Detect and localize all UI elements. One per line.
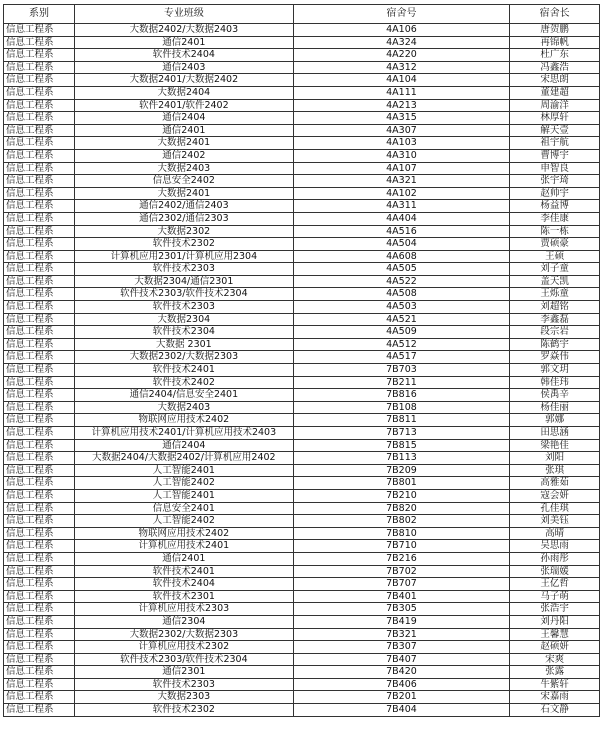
table-row (4, 427, 600, 440)
class-cell: 通信2404 (74, 112, 293, 125)
leader-cell: 侯禹辛 (510, 389, 600, 402)
department-cell: 信息工程系 (4, 288, 75, 301)
class-cell: 软件技术2302 (74, 704, 293, 717)
table-row (4, 36, 600, 49)
class-cell: 信息安全2401 (74, 502, 293, 515)
table-row (4, 112, 600, 125)
room-cell: 7B703 (293, 364, 509, 377)
room-cell: 4A512 (293, 338, 509, 351)
department-cell: 信息工程系 (4, 615, 75, 628)
leader-cell: 张露 (510, 666, 600, 679)
department-cell: 信息工程系 (4, 175, 75, 188)
class-cell: 软件技术2404 (74, 49, 293, 62)
table-row (4, 162, 600, 175)
leader-cell: 林厚轩 (510, 112, 600, 125)
class-cell: 大数据2304 (74, 313, 293, 326)
class-cell: 大数据2304/通信2301 (74, 275, 293, 288)
class-cell: 软件技术2402 (74, 376, 293, 389)
leader-cell: 冯鑫浩 (510, 61, 600, 74)
room-cell: 4A608 (293, 250, 509, 263)
department-cell: 信息工程系 (4, 250, 75, 263)
leader-cell: 马子萌 (510, 590, 600, 603)
department-cell: 信息工程系 (4, 439, 75, 452)
room-cell: 7B810 (293, 527, 509, 540)
department-cell: 信息工程系 (4, 628, 75, 641)
class-cell: 软件2401/软件2402 (74, 99, 293, 112)
department-cell: 信息工程系 (4, 464, 75, 477)
leader-cell: 宋思朗 (510, 74, 600, 87)
department-cell: 信息工程系 (4, 527, 75, 540)
department-cell: 信息工程系 (4, 678, 75, 691)
class-cell: 计算机应用技术2303 (74, 603, 293, 616)
leader-cell: 再锦帆 (510, 36, 600, 49)
class-cell: 软件技术2303 (74, 263, 293, 276)
leader-cell: 申智良 (510, 162, 600, 175)
leader-cell: 王馨慧 (510, 628, 600, 641)
room-cell: 7B210 (293, 489, 509, 502)
room-cell: 7B201 (293, 691, 509, 704)
room-cell: 7B420 (293, 666, 509, 679)
leader-cell: 韩佳玮 (510, 376, 600, 389)
class-cell: 软件技术2301 (74, 590, 293, 603)
table-row (4, 99, 600, 112)
leader-cell: 陈一栋 (510, 225, 600, 238)
room-cell: 4A310 (293, 149, 509, 162)
room-cell: 7B710 (293, 540, 509, 553)
room-cell: 4A517 (293, 351, 509, 364)
table-row (4, 137, 600, 150)
room-cell: 7B713 (293, 427, 509, 440)
table-row (4, 263, 600, 276)
room-cell: 7B801 (293, 477, 509, 490)
leader-cell: 王硕 (510, 250, 600, 263)
class-cell: 通信2401 (74, 36, 293, 49)
room-cell: 4A505 (293, 263, 509, 276)
leader-cell: 祖宇航 (510, 137, 600, 150)
room-cell: 4A111 (293, 86, 509, 99)
leader-cell: 刘美钰 (510, 515, 600, 528)
leader-cell: 宋爽 (510, 653, 600, 666)
leader-cell: 郭娜 (510, 414, 600, 427)
room-cell: 7B707 (293, 578, 509, 591)
room-cell: 4A311 (293, 200, 509, 213)
room-cell: 7B702 (293, 565, 509, 578)
leader-cell: 刘阳 (510, 452, 600, 465)
class-cell: 通信2404 (74, 439, 293, 452)
department-cell: 信息工程系 (4, 61, 75, 74)
header-row (4, 5, 600, 24)
table-row (4, 49, 600, 62)
department-cell: 信息工程系 (4, 515, 75, 528)
leader-cell: 解天壹 (510, 124, 600, 137)
department-cell: 信息工程系 (4, 49, 75, 62)
class-cell: 大数据2401 (74, 187, 293, 200)
department-cell: 信息工程系 (4, 275, 75, 288)
table-row (4, 615, 600, 628)
department-cell: 信息工程系 (4, 452, 75, 465)
department-cell: 信息工程系 (4, 641, 75, 654)
room-cell: 4A504 (293, 238, 509, 251)
leader-cell: 张琪 (510, 464, 600, 477)
leader-cell: 唐贺鹏 (510, 24, 600, 37)
table-row (4, 313, 600, 326)
room-cell: 4A508 (293, 288, 509, 301)
table-row (4, 389, 600, 402)
table-row (4, 238, 600, 251)
leader-cell: 孙雨彤 (510, 552, 600, 565)
room-cell: 7B113 (293, 452, 509, 465)
room-cell: 4A404 (293, 212, 509, 225)
table-row (4, 603, 600, 616)
table-row (4, 351, 600, 364)
class-cell: 大数据 2301 (74, 338, 293, 351)
department-cell: 信息工程系 (4, 691, 75, 704)
room-cell: 7B802 (293, 515, 509, 528)
class-cell: 软件技术2303 (74, 678, 293, 691)
leader-cell: 梁艳佳 (510, 439, 600, 452)
department-cell: 信息工程系 (4, 376, 75, 389)
department-cell: 信息工程系 (4, 502, 75, 515)
class-cell: 大数据2402/大数据2403 (74, 24, 293, 37)
table-row (4, 464, 600, 477)
header-room: 宿舍号 (293, 5, 509, 24)
table-row (4, 124, 600, 137)
table-row (4, 326, 600, 339)
table-row (4, 590, 600, 603)
department-cell: 信息工程系 (4, 489, 75, 502)
leader-cell: 郭文玥 (510, 364, 600, 377)
leader-cell: 段宗岩 (510, 326, 600, 339)
class-cell: 大数据2302 (74, 225, 293, 238)
department-cell: 信息工程系 (4, 552, 75, 565)
department-cell: 信息工程系 (4, 590, 75, 603)
department-cell: 信息工程系 (4, 112, 75, 125)
table-row (4, 691, 600, 704)
table-row (4, 187, 600, 200)
department-cell: 信息工程系 (4, 603, 75, 616)
table-row (4, 175, 600, 188)
leader-cell: 宋嘉雨 (510, 691, 600, 704)
table-row (4, 414, 600, 427)
table-row (4, 288, 600, 301)
department-cell: 信息工程系 (4, 313, 75, 326)
department-cell: 信息工程系 (4, 36, 75, 49)
leader-cell: 吴思雨 (510, 540, 600, 553)
class-cell: 软件技术2401 (74, 364, 293, 377)
table-row (4, 452, 600, 465)
room-cell: 7B216 (293, 552, 509, 565)
table-row (4, 439, 600, 452)
header-department: 系别 (4, 5, 75, 24)
room-cell: 7B305 (293, 603, 509, 616)
room-cell: 4A324 (293, 36, 509, 49)
room-cell: 7B811 (293, 414, 509, 427)
room-cell: 7B401 (293, 590, 509, 603)
class-cell: 物联网应用技术2402 (74, 414, 293, 427)
department-cell: 信息工程系 (4, 389, 75, 402)
leader-cell: 盖天凯 (510, 275, 600, 288)
leader-cell: 董建超 (510, 86, 600, 99)
table-row (4, 628, 600, 641)
table-row (4, 225, 600, 238)
table-row (4, 540, 600, 553)
room-cell: 7B307 (293, 641, 509, 654)
class-cell: 通信2404/信息安全2401 (74, 389, 293, 402)
room-cell: 4A104 (293, 74, 509, 87)
department-cell: 信息工程系 (4, 200, 75, 213)
department-cell: 信息工程系 (4, 86, 75, 99)
class-cell: 通信2401 (74, 552, 293, 565)
department-cell: 信息工程系 (4, 162, 75, 175)
room-cell: 7B321 (293, 628, 509, 641)
class-cell: 大数据2302/大数据2303 (74, 628, 293, 641)
class-cell: 计算机应用技术2302 (74, 641, 293, 654)
table-row (4, 74, 600, 87)
table-row (4, 515, 600, 528)
class-cell: 软件技术2401 (74, 565, 293, 578)
leader-cell: 王烁童 (510, 288, 600, 301)
room-cell: 7B820 (293, 502, 509, 515)
class-cell: 人工智能2401 (74, 464, 293, 477)
class-cell: 大数据2401/大数据2402 (74, 74, 293, 87)
leader-cell: 孔佳琪 (510, 502, 600, 515)
table-row (4, 527, 600, 540)
table-row (4, 666, 600, 679)
room-cell: 7B404 (293, 704, 509, 717)
header-leader: 宿舍长 (510, 5, 600, 24)
department-cell: 信息工程系 (4, 653, 75, 666)
department-cell: 信息工程系 (4, 704, 75, 717)
leader-cell: 赵硕妍 (510, 641, 600, 654)
room-cell: 7B407 (293, 653, 509, 666)
table-row (4, 61, 600, 74)
class-cell: 通信2403 (74, 61, 293, 74)
class-cell: 人工智能2402 (74, 477, 293, 490)
room-cell: 4A103 (293, 137, 509, 150)
leader-cell: 田思涵 (510, 427, 600, 440)
room-cell: 4A315 (293, 112, 509, 125)
leader-cell: 石文静 (510, 704, 600, 717)
class-cell: 软件技术2302 (74, 238, 293, 251)
department-cell: 信息工程系 (4, 225, 75, 238)
table-row (4, 477, 600, 490)
class-cell: 计算机应用技术2401 (74, 540, 293, 553)
room-cell: 7B419 (293, 615, 509, 628)
table-row (4, 552, 600, 565)
department-cell: 信息工程系 (4, 149, 75, 162)
table-row (4, 275, 600, 288)
leader-cell: 周渝洋 (510, 99, 600, 112)
room-cell: 4A213 (293, 99, 509, 112)
class-cell: 软件技术2303/软件技术2304 (74, 288, 293, 301)
room-cell: 4A106 (293, 24, 509, 37)
room-cell: 7B815 (293, 439, 509, 452)
room-cell: 4A102 (293, 187, 509, 200)
table-row (4, 364, 600, 377)
leader-cell: 高晴 (510, 527, 600, 540)
department-cell: 信息工程系 (4, 301, 75, 314)
class-cell: 通信2402 (74, 149, 293, 162)
department-cell: 信息工程系 (4, 74, 75, 87)
leader-cell: 刘子童 (510, 263, 600, 276)
leader-cell: 牛紫轩 (510, 678, 600, 691)
room-cell: 7B209 (293, 464, 509, 477)
table-row (4, 502, 600, 515)
table-row (4, 641, 600, 654)
department-cell: 信息工程系 (4, 187, 75, 200)
table-row (4, 338, 600, 351)
room-cell: 4A509 (293, 326, 509, 339)
department-cell: 信息工程系 (4, 427, 75, 440)
table-row (4, 704, 600, 717)
department-cell: 信息工程系 (4, 540, 75, 553)
class-cell: 大数据2404/大数据2402/计算机应用2402 (74, 452, 293, 465)
department-cell: 信息工程系 (4, 364, 75, 377)
department-cell: 信息工程系 (4, 99, 75, 112)
class-cell: 软件技术2303/软件技术2304 (74, 653, 293, 666)
table-row (4, 24, 600, 37)
class-cell: 大数据2403 (74, 162, 293, 175)
department-cell: 信息工程系 (4, 666, 75, 679)
class-cell: 软件技术2404 (74, 578, 293, 591)
table-row (4, 301, 600, 314)
department-cell: 信息工程系 (4, 263, 75, 276)
room-cell: 4A503 (293, 301, 509, 314)
department-cell: 信息工程系 (4, 414, 75, 427)
class-cell: 通信2301 (74, 666, 293, 679)
room-cell: 7B816 (293, 389, 509, 402)
class-cell: 人工智能2401 (74, 489, 293, 502)
leader-cell: 刘超铭 (510, 301, 600, 314)
room-cell: 4A307 (293, 124, 509, 137)
department-cell: 信息工程系 (4, 401, 75, 414)
class-cell: 大数据2302/大数据2303 (74, 351, 293, 364)
table-body (4, 24, 600, 717)
class-cell: 大数据2401 (74, 137, 293, 150)
table-row (4, 376, 600, 389)
room-cell: 4A516 (293, 225, 509, 238)
room-cell: 4A522 (293, 275, 509, 288)
leader-cell: 曹博宇 (510, 149, 600, 162)
department-cell: 信息工程系 (4, 338, 75, 351)
leader-cell: 陈鹤宇 (510, 338, 600, 351)
department-cell: 信息工程系 (4, 124, 75, 137)
class-cell: 计算机应用2301/计算机应用2304 (74, 250, 293, 263)
department-cell: 信息工程系 (4, 326, 75, 339)
leader-cell: 赵帅宇 (510, 187, 600, 200)
department-cell: 信息工程系 (4, 351, 75, 364)
leader-cell: 杜广东 (510, 49, 600, 62)
table-row (4, 489, 600, 502)
leader-cell: 刘丹阳 (510, 615, 600, 628)
class-cell: 软件技术2303 (74, 301, 293, 314)
table-row (4, 200, 600, 213)
class-cell: 大数据2403 (74, 401, 293, 414)
leader-cell: 李鑫磊 (510, 313, 600, 326)
table-row (4, 86, 600, 99)
class-cell: 通信2302/通信2303 (74, 212, 293, 225)
department-cell: 信息工程系 (4, 578, 75, 591)
leader-cell: 张瑞媛 (510, 565, 600, 578)
department-cell: 信息工程系 (4, 212, 75, 225)
department-cell: 信息工程系 (4, 238, 75, 251)
leader-cell: 杨益博 (510, 200, 600, 213)
room-cell: 4A521 (293, 313, 509, 326)
class-cell: 通信2402/通信2403 (74, 200, 293, 213)
room-cell: 4A312 (293, 61, 509, 74)
room-cell: 7B406 (293, 678, 509, 691)
class-cell: 计算机应用技术2401/计算机应用技术2403 (74, 427, 293, 440)
class-cell: 大数据2404 (74, 86, 293, 99)
department-cell: 信息工程系 (4, 477, 75, 490)
table-row (4, 578, 600, 591)
table-row (4, 678, 600, 691)
room-cell: 4A321 (293, 175, 509, 188)
table-row (4, 653, 600, 666)
class-cell: 人工智能2402 (74, 515, 293, 528)
leader-cell: 贾硕豪 (510, 238, 600, 251)
room-cell: 4A107 (293, 162, 509, 175)
leader-cell: 寇会妍 (510, 489, 600, 502)
class-cell: 通信2401 (74, 124, 293, 137)
header-class: 专业班级 (74, 5, 293, 24)
leader-cell: 高雅茹 (510, 477, 600, 490)
table-row (4, 565, 600, 578)
class-cell: 软件技术2304 (74, 326, 293, 339)
room-cell: 7B108 (293, 401, 509, 414)
table-row (4, 149, 600, 162)
leader-cell: 王亿哲 (510, 578, 600, 591)
department-cell: 信息工程系 (4, 24, 75, 37)
table-row (4, 212, 600, 225)
department-cell: 信息工程系 (4, 137, 75, 150)
class-cell: 通信2304 (74, 615, 293, 628)
leader-cell: 张浩宇 (510, 603, 600, 616)
class-cell: 信息安全2402 (74, 175, 293, 188)
leader-cell: 杨佳丽 (510, 401, 600, 414)
dormitory-table-sheet (3, 4, 600, 717)
room-cell: 7B211 (293, 376, 509, 389)
table-row (4, 401, 600, 414)
table-row (4, 250, 600, 263)
dormitory-table (3, 4, 600, 717)
room-cell: 4A220 (293, 49, 509, 62)
class-cell: 大数据2303 (74, 691, 293, 704)
leader-cell: 李佳康 (510, 212, 600, 225)
department-cell: 信息工程系 (4, 565, 75, 578)
class-cell: 物联网应用技术2402 (74, 527, 293, 540)
leader-cell: 张宇琦 (510, 175, 600, 188)
leader-cell: 罗焱伟 (510, 351, 600, 364)
